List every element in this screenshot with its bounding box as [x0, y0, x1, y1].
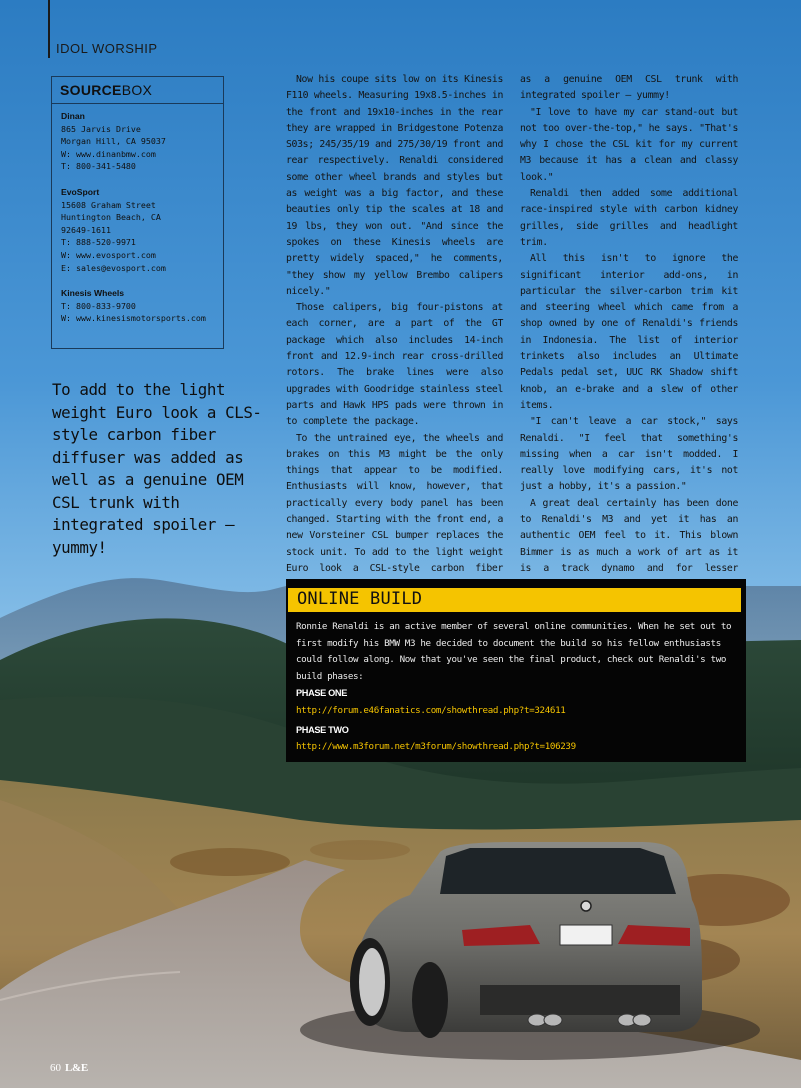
sourcebox-title-bold: SOURCE — [60, 82, 122, 98]
phase-one-link[interactable]: http://forum.e46fanatics.com/showthread.php?t=324611 — [296, 704, 566, 716]
source-line: 865 Jarvis Drive — [61, 123, 141, 134]
source-line: Morgan Hill, CA 95037 — [61, 136, 166, 147]
sourcebox-body — [52, 104, 223, 325]
sourcebox — [51, 76, 224, 349]
source-phone: T: 800-833-9700 — [61, 300, 136, 311]
paragraph: Renaldi then added some additional race-inspired style with carbon kidney grilles, side grilles and headlight trim. — [520, 188, 738, 248]
phase-one-label: PHASE ONE — [296, 688, 347, 699]
online-build-body — [296, 619, 741, 758]
source-name: Dinan — [61, 111, 85, 121]
source-line: 92649-1611 — [61, 224, 111, 235]
paragraph: "I love to have my car stand-out but not too over-the-top," he says. "That's why I chose the CSL kit for my current M3 because it has a clean and classy look." — [520, 106, 738, 183]
source-email[interactable]: E: sales@evosport.com — [61, 262, 166, 273]
paragraph: as a genuine OEM CSL trunk with integrated spoiler – yummy! — [520, 74, 738, 102]
paragraph-text: A great deal certainly has been done to Renaldi's M3 and yet it has an authentic OEM feel to it. This blown Bimmer is as much a work of art as it is a track dynamo and for lesser — [520, 497, 738, 574]
page-number: 60 — [50, 1062, 61, 1074]
source-line: 15608 Graham Street — [61, 199, 156, 210]
sourcebox-title-light: BOX — [121, 82, 153, 98]
paragraph: Now his coupe sits low on its Kinesis F110 wheels. Measuring 19x8.5-inches in the front and 19x10-inches in the rear they are wrapped in Bridgestone Potenza S03s; 245/35/19 and 275/30/19 front and rear respectively. Renaldi considered some other wheel brands and styles but as weight was a big factor, and these beauties only tip the scales at 18 and 19 lbs, they won out. "And since the spokes on these Kinesis wheels are pretty widely spaced," he comments, "they show my yellow Brembo calipers nicely." — [286, 74, 503, 297]
magazine-logo: L&E — [65, 1062, 88, 1074]
source-web[interactable]: W: www.evosport.com — [61, 249, 156, 260]
pull-quote: To add to the light weight Euro look a CLS-style carbon fiber diffuser was added as well as a genuine OEM CSL trunk with integrated spoiler – yummy! — [52, 380, 262, 557]
section-rule — [48, 0, 50, 58]
source-phone: T: 800-341-5480 — [61, 161, 136, 172]
article-column-2 — [520, 72, 738, 626]
phase-two-label: PHASE TWO — [296, 724, 349, 735]
article-column-1 — [286, 72, 503, 594]
source-phone: T: 888-520-9971 — [61, 237, 136, 248]
paragraph: "I can't leave a car stock," says Renaldi. "I feel that something's missing when a car isn't modded. I really love modifying cars, it's not just a hobby, it's a passion." — [520, 416, 738, 493]
source-line: Huntington Beach, CA — [61, 212, 161, 223]
online-build-title: ONLINE BUILD — [288, 588, 741, 612]
sourcebox-title — [52, 77, 223, 104]
online-build-text: Ronnie Renaldi is an active member of several online communities. When he set out to first modify his BMW M3 he decided to document the build so his fellow enthusiasts could follow along. Now that you've seen the final product, check out Renaldi's two build phases: — [296, 621, 732, 682]
phase-two-link[interactable]: http://www.m3forum.net/m3forum/showthread.php?t=106239 — [296, 741, 576, 753]
online-build-box — [286, 579, 746, 762]
source-name: Kinesis Wheels — [61, 288, 125, 299]
source-name: EvoSport — [61, 186, 100, 197]
paragraph: Those calipers, big four-pistons at each corner, are a part of the GT package which also includes 14-inch front and 12.9-inch rear cross-drilled rotors. The brake lines were also upgrades with Goodridge stainless steel parts and Hawk HPS pads were thrown in to complete the package. — [286, 302, 503, 428]
paragraph: To the untrained eye, the wheels and brakes on this M3 might be the only things that appear to be modified. Enthusiasts will know, however, that practically every body panel has been changed. Starting with the front end, a new Vorsteiner CSL bumper replaces the stock unit. To add to the light weight Euro look a CSL-style carbon fiber — [286, 432, 503, 574]
section-title: IDOL WORSHIP — [56, 41, 158, 56]
source-web[interactable]: W: www.dinanbmw.com — [61, 148, 156, 159]
source-web[interactable]: W: www.kinesismotorsports.com — [61, 313, 206, 324]
paragraph: All this isn't to ignore the significant interior add-ons, in particular the silver-carbon trim kit and steering wheel which came from a shop owned by one of Renaldi's friends in Indonesia. The list of interior trinkets also includes an Ultimate Pedals pedal set, UUC RK Shadow shift knob, an e-brake and a slew of other items. — [520, 253, 738, 411]
source-entry-dinan — [61, 110, 223, 173]
source-entry-evosport — [61, 186, 223, 274]
source-entry-kinesis — [61, 287, 223, 325]
page-folio — [50, 1062, 88, 1074]
